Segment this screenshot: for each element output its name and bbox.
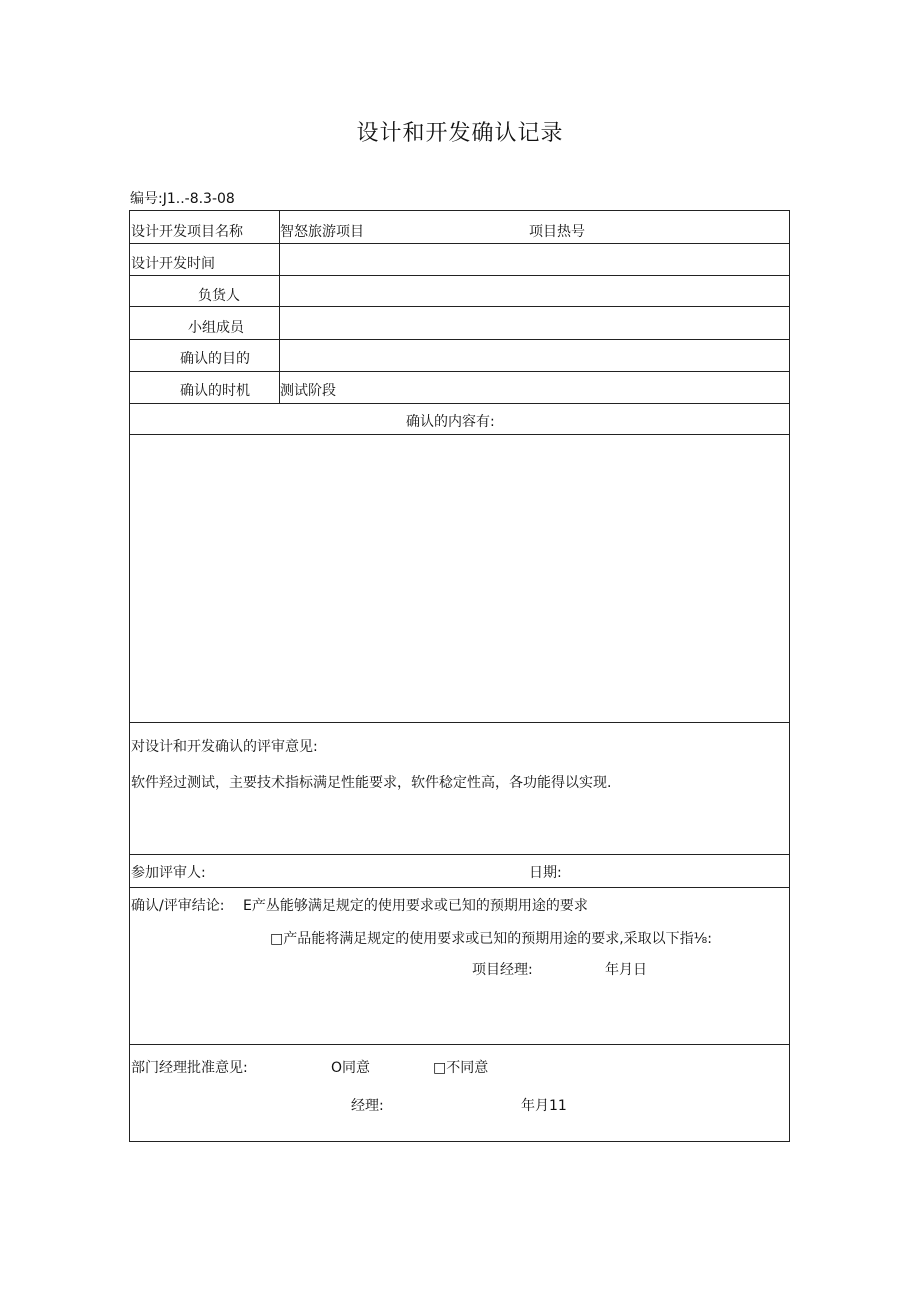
disagree-option: □不同意	[433, 1060, 489, 1076]
timing-value: 测试阶段	[280, 383, 336, 399]
purpose-label: 确认的目的	[180, 351, 250, 367]
review-text: 软件羟过测试，主要技术指标满足性能要求，软件稔定性高，各功能得以实现.	[131, 775, 612, 791]
responsible-label: 负货人	[198, 288, 240, 304]
row-divider	[130, 1044, 789, 1045]
members-label: 小组成员	[188, 320, 244, 336]
doc-number: 编号:J1..-8.3-08	[130, 191, 235, 207]
participants-date-label: 日期:	[529, 865, 562, 881]
dept-manager-label: 经理:	[351, 1098, 384, 1114]
row-divider	[130, 887, 789, 888]
project-manager-label: 项目经理:	[472, 962, 533, 978]
conclusion-option-1: E产丛能够满足规定的使用要求或已知的预期用途的要求	[243, 898, 588, 914]
participants-label: 参加评审人:	[131, 865, 206, 881]
row-divider	[130, 243, 789, 244]
row-divider	[130, 306, 789, 307]
content-header: 确认的内容有:	[406, 414, 495, 430]
agree-option: O同意	[331, 1060, 371, 1076]
timing-label: 确认的时机	[180, 383, 250, 399]
review-label: 对设计和开发确认的评审意见:	[131, 739, 318, 755]
row-divider	[130, 434, 789, 435]
page-title: 设计和开发确认记录	[356, 121, 564, 146]
confirmation-form	[129, 210, 790, 1142]
conclusion-option-2: □产品能将满足规定的使用要求或已知的预期用途的要求,采取以下指⅛:	[270, 931, 712, 947]
conclusion-date: 年月日	[605, 962, 647, 978]
row-divider	[130, 854, 789, 855]
dept-approval-label: 部门经理批准意见:	[131, 1060, 248, 1076]
row-divider	[130, 371, 789, 372]
dev-time-label: 设计开发时间	[131, 256, 215, 272]
row-divider	[130, 275, 789, 276]
row-divider	[130, 722, 789, 723]
row-divider	[130, 339, 789, 340]
project-name-value: 智怒旅游项目	[280, 224, 364, 240]
project-code-label: 项目热号	[529, 224, 585, 240]
conclusion-label: 确认/评审结论:	[131, 898, 225, 914]
project-name-label: 设计开发项目名称	[131, 224, 243, 240]
dept-approval-date: 年月11	[521, 1098, 567, 1114]
row-divider	[130, 403, 789, 404]
